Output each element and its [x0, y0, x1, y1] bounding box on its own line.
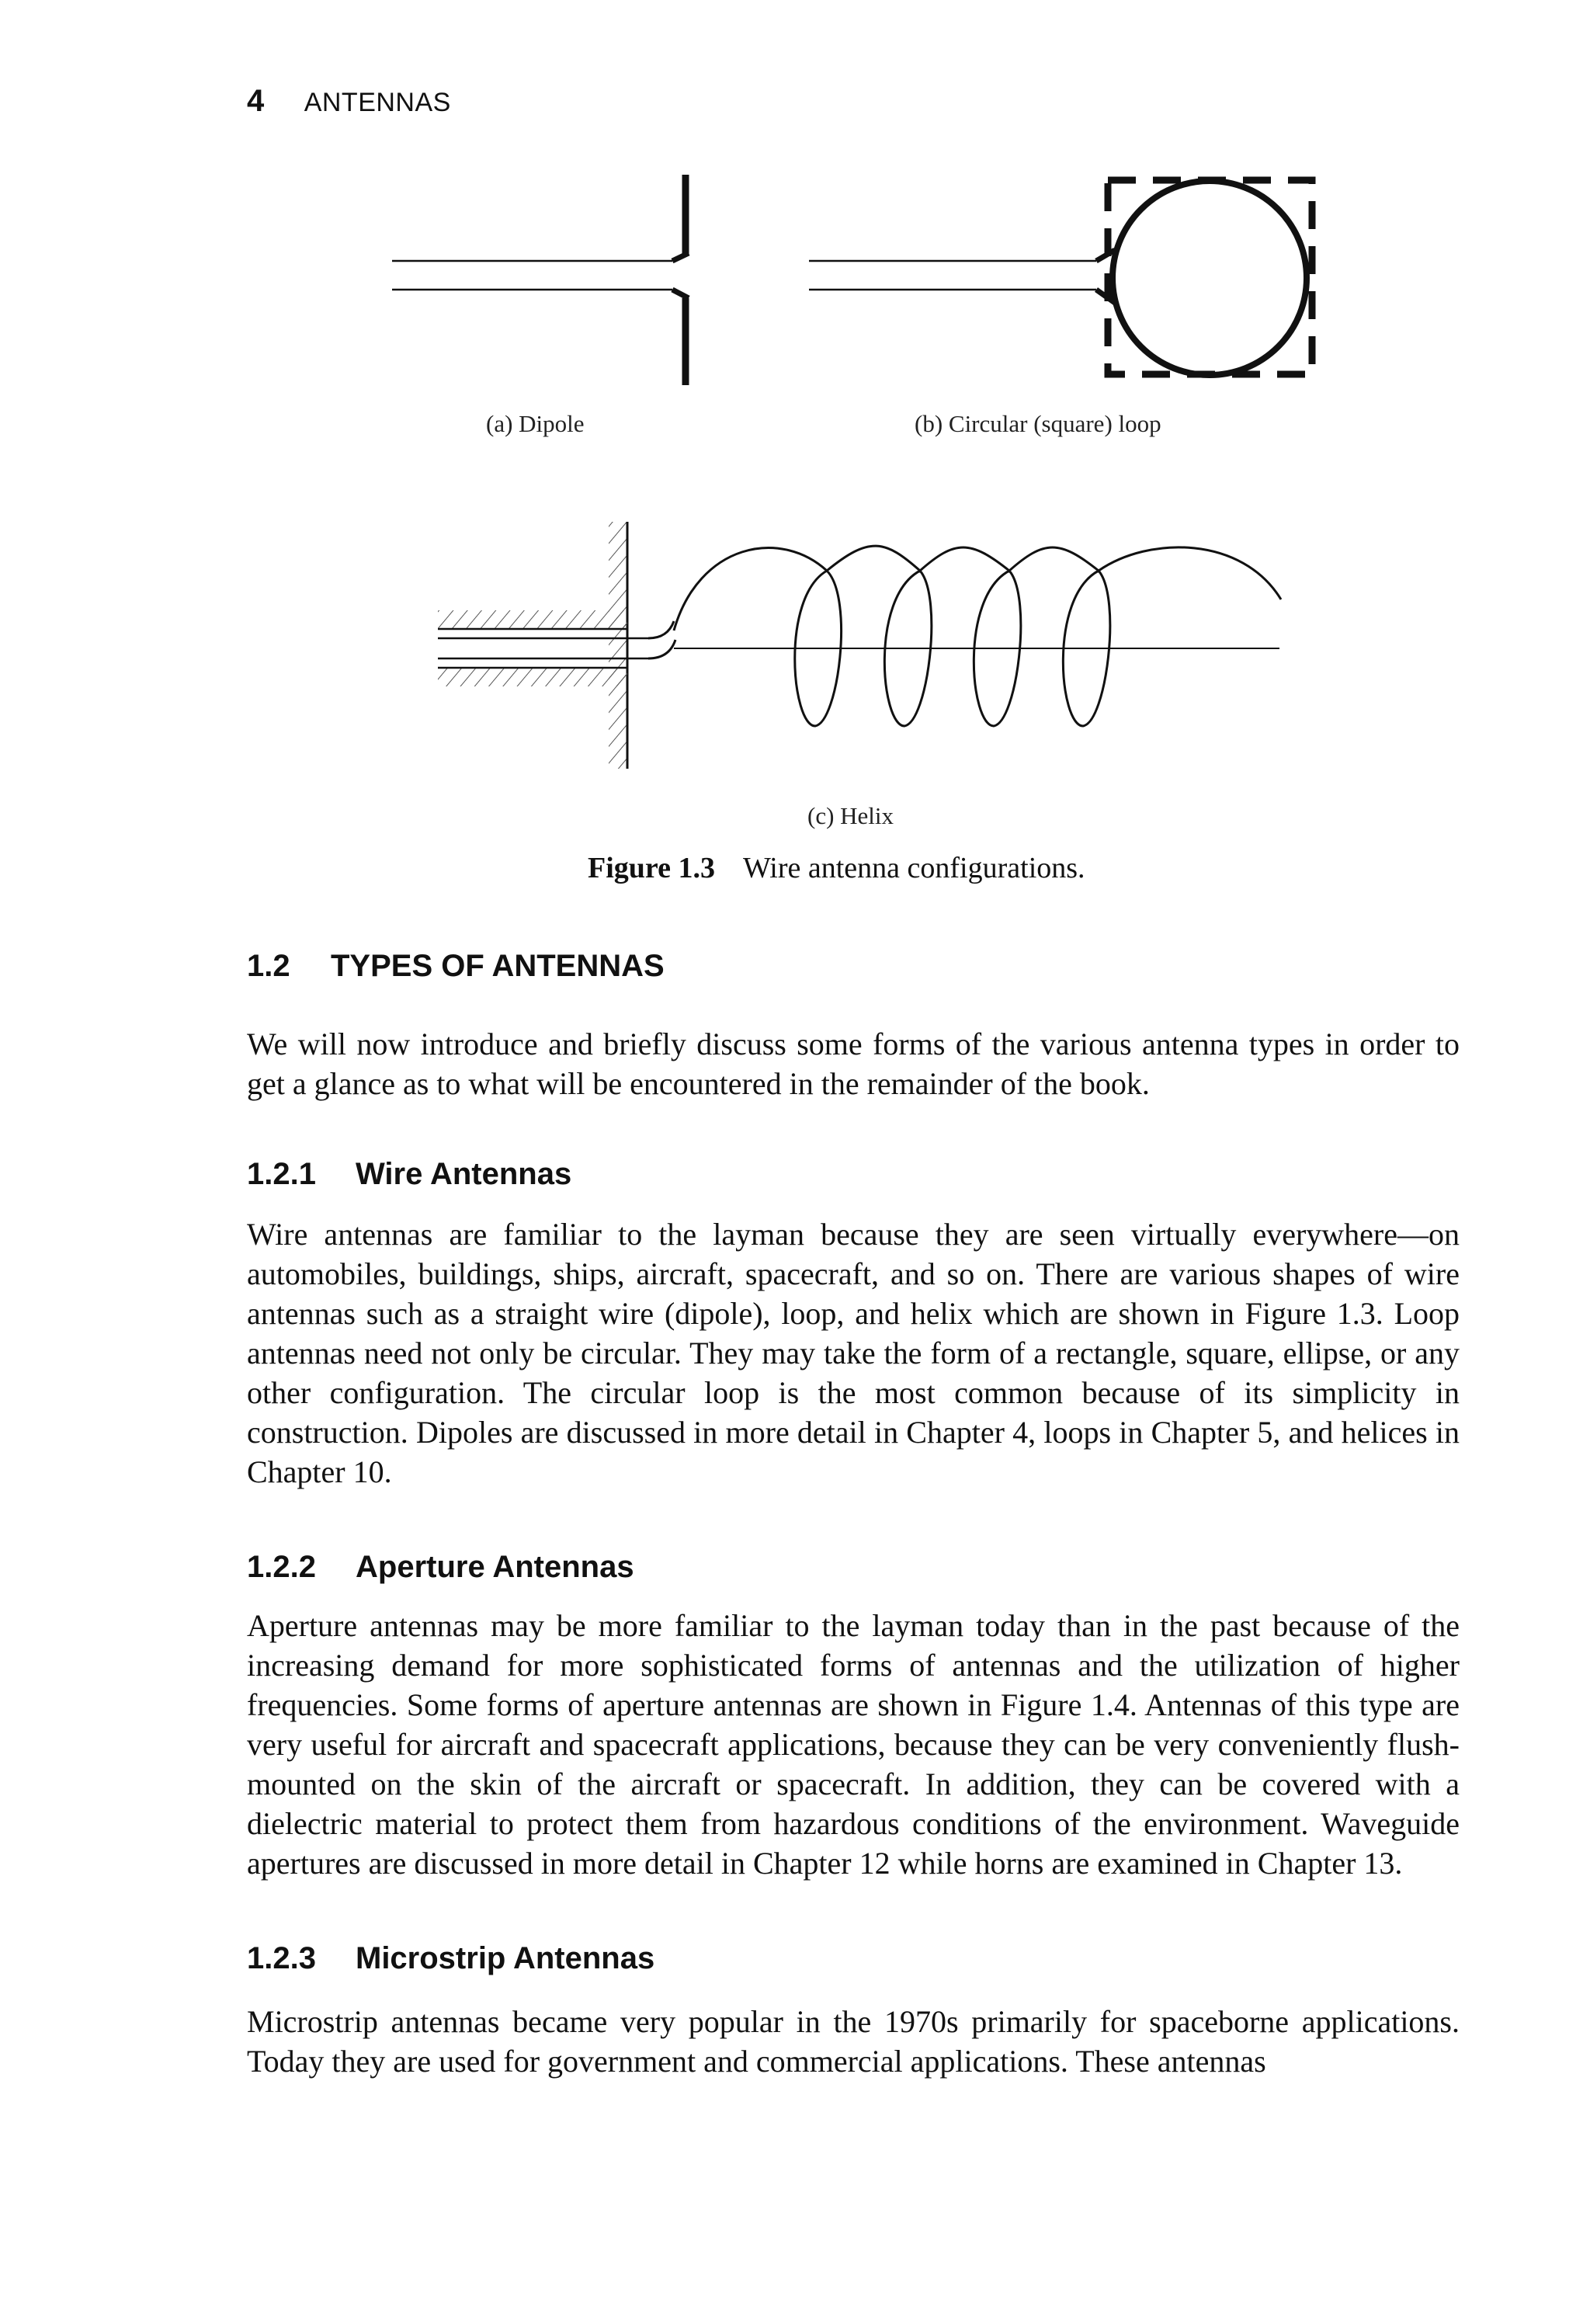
figure-caption-text: Wire antenna configurations. — [742, 852, 1085, 884]
paragraph-microstrip-antennas: Microstrip antennas became very popular in the 1970s primarily for spaceborne applications. Today they are used for government and commercial applications. These antennas — [247, 2004, 1460, 2079]
section-number: 1.2.1 — [247, 1157, 316, 1191]
subcaption-helix: (c) Helix — [807, 802, 894, 829]
figure-label: Figure 1.3 — [588, 852, 715, 884]
paragraph-wire-antennas: Wire antennas are familiar to the layman because they are seen virtually everywhere—on automobiles, buildings, ships, aircraft, spacecraft, and so on. There are various shapes of wire antennas such as a straight wire (dipole), loop, and helix which are shown in Figure 1.3. Loop antennas need not only be circular. They may take the form of a rectangle, square, ellipse, or any other configuration. The circular loop is the most common because of its simplicity in construction. Dipoles are discussed in more detail in Chapter 4, loops in Chapter 5, and helices in Chapter 10. — [247, 1217, 1460, 1489]
section-number: 1.2.3 — [247, 1941, 316, 1975]
subcaption-loop: (b) Circular (square) loop — [915, 410, 1161, 437]
section-number: 1.2.2 — [247, 1550, 316, 1584]
subcaption-dipole: (a) Dipole — [486, 410, 585, 437]
section-title: Aperture Antennas — [356, 1550, 634, 1584]
paragraph-intro: We will now introduce and briefly discuss some forms of the various antenna types in order to get a glance as to what will be encountered in the remainder of the book. — [247, 1027, 1460, 1101]
helix-diagram — [438, 522, 1281, 769]
section-heading-1-2-2 — [247, 1550, 634, 1585]
figure-caption — [588, 851, 1085, 885]
section-title: Wire Antennas — [356, 1157, 572, 1191]
wire-antenna-drawing — [0, 0, 1590, 932]
section-heading-1-2-1 — [247, 1157, 571, 1192]
running-title: ANTENNAS — [304, 88, 451, 117]
section-title: Microstrip Antennas — [356, 1941, 655, 1975]
section-heading-1-2-3 — [247, 1941, 654, 1976]
section-number: 1.2 — [247, 949, 290, 983]
page-number: 4 — [247, 84, 265, 118]
figure-1-3 — [0, 0, 1590, 932]
dipole-diagram — [392, 175, 689, 385]
paragraph-aperture-antennas: Aperture antennas may be more familiar to the layman today than in the past because of the increasing demand for more sophisticated forms of antennas and the utilization of higher frequencies. Some forms of aperture antennas are shown in Figure 1.4. Antennas of this type are very useful for aircraft and spacecraft applications, because they can be very conveniently flush-mounted on the skin of the aircraft or spacecraft. In addition, they can be covered with a dielectric material to protect them from hazardous conditions of the environment. Waveguide apertures are discussed in more detail in Chapter 12 while horns are examined in Chapter 13. — [247, 1608, 1460, 1881]
section-title: TYPES OF ANTENNAS — [331, 949, 665, 983]
section-heading-1-2 — [247, 949, 665, 984]
loop-diagram — [809, 180, 1312, 375]
